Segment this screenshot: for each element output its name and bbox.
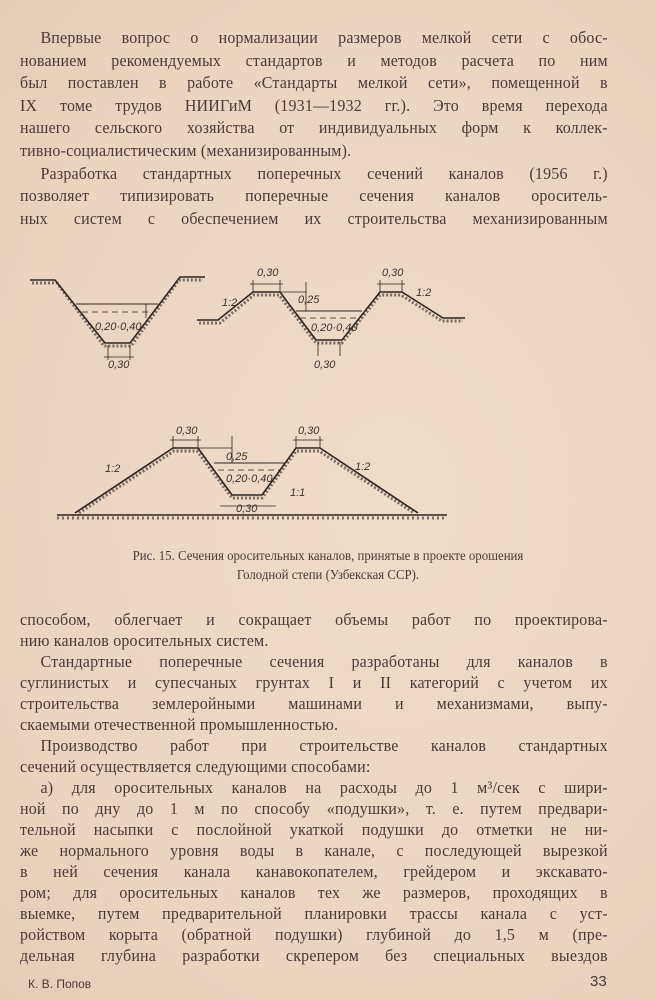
berm-width-label: 0,30 (257, 267, 279, 279)
text-block-bottom (20, 609, 608, 966)
bottom-width-label: 0,30 (314, 359, 336, 371)
figure-caption-line: Голодной степи (Узбекская ССР). (236, 567, 420, 582)
slope-label: 1:2 (105, 463, 121, 475)
text-line: строительства землеройными машинами и механизмами, выпу- (20, 694, 608, 713)
text-line: нию каналов оросительных систем. (20, 631, 269, 650)
freeboard-label: 0,25 (298, 294, 320, 306)
text-line: Впервые вопрос о нормализации размеров мелкой сети с обос- (40, 28, 608, 47)
text-line: Стандартные поперечные сечения разработаны для каналов в (40, 652, 608, 671)
slope-label: 1:2 (355, 461, 371, 473)
slope-label: 1:2 (416, 287, 432, 299)
text-line: ром; для оросительных каналов тех же размеров, проходящих в (20, 883, 608, 902)
section-1-excavation (30, 277, 205, 360)
text-line: нашего сельского хозяйства от индивидуальных форм к коллек- (20, 118, 608, 138)
text-line: скаемыми отечественной промышленностью. (20, 715, 339, 734)
text-line: ных систем с обеспечением их строительства механизированным (20, 208, 608, 228)
text-line: способом, облегчает и сокращает объемы работ по проектирова- (20, 610, 608, 629)
text-line: ной по дну до 1 м по способу «подушки», т. е. путем предвари- (20, 799, 608, 818)
berm-width-label: 0,30 (176, 425, 198, 437)
freeboard-label: 0,25 (226, 451, 248, 463)
text-line: сечений осуществляется следующими способами: (20, 757, 371, 776)
text-line: Разработка стандартных поперечных сечений каналов (1956 г.) (40, 163, 608, 183)
figure-caption-line: Рис. 15. Сечения оросительных каналов, принятые в проекте орошения (132, 548, 524, 563)
text-line: был поставлен в работе «Стандарты мелкой сети», помещенной в (20, 73, 608, 93)
text-line: же нормального уровня воды в канале, с последующей вырезкой (20, 841, 608, 860)
berm-width-label: 0,30 (298, 425, 320, 437)
slope-label: 1:2 (222, 297, 238, 309)
text-line: IX томе трудов НИИГиМ (1931—1932 гг.). Это время перехода (20, 95, 608, 115)
text-line: нованием рекомендуемых стандартов и методов расчета по ним (20, 50, 608, 70)
inner-slope-label: 1:1 (290, 487, 306, 499)
canal-cross-sections-figure (0, 240, 656, 540)
page-number: 33 (590, 973, 607, 990)
depth-label: 0,20·0,40 (311, 322, 358, 334)
footer-author: К. В. Попов (28, 977, 92, 991)
bottom-width-label: 0,30 (108, 359, 130, 371)
text-line: позволяет типизировать поперечные сечения каналов ороситель- (20, 186, 608, 206)
text-line: суглинистых и супесчаных грунтах I и II категорий с учетом их (20, 673, 608, 692)
bottom-width-label: 0,30 (236, 503, 258, 515)
text-line: тельной насыпки с послойной укаткой подушки до отметки не ни- (20, 820, 608, 839)
text-block-top (20, 27, 608, 230)
depth-label: 0,20·0,40 (226, 473, 273, 485)
text-line: ройством корыта (обратной подушки) глубиной до 1,5 м (пре- (20, 925, 608, 944)
text-line: в ней сечения канала канавокопателем, грейдером и экскавато- (20, 862, 608, 881)
berm-width-label: 0,30 (382, 267, 404, 279)
depth-label: 0,20·0,40 (95, 321, 142, 333)
text-line: выемке, путем предварительной планировки трассы канала с уст- (20, 904, 608, 923)
text-line: Производство работ при строительстве каналов стандартных (40, 736, 608, 755)
text-line: дельная глубина разработки скрепером без специальных выездов (20, 946, 608, 965)
text-line: а) для оросительных каналов на расходы до 1 м³/сек с шири- (40, 778, 608, 797)
text-line: тивно-социалистическим (механизированным). (20, 140, 352, 160)
